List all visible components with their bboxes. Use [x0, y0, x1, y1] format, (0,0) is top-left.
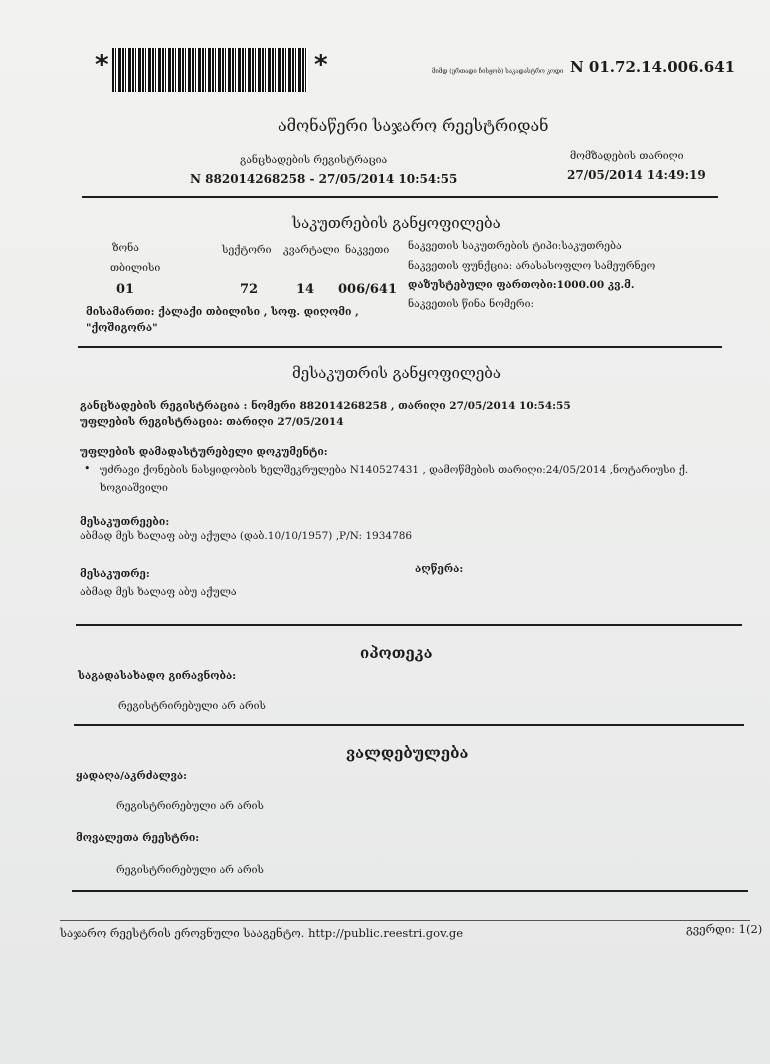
debtors-value: რეგისტრირებული არ არის — [116, 864, 264, 876]
owner-value: აბმად მეს ხალაფ აბუ აქულა — [80, 586, 237, 598]
property-section-title: საკუთრების განყოფილება — [292, 214, 501, 232]
doc-number: N 01.72.14.006.641 — [570, 58, 736, 76]
page-title: ამონაწერი საჯარო რეესტრიდან — [278, 116, 549, 135]
ownership-type: ნაკვეთის საკუთრების ტიპი:საკუთრება — [408, 240, 622, 252]
sector-value: 72 — [240, 282, 259, 297]
mortgage-subject-value: რეგისტრირებული არ არის — [118, 700, 266, 712]
documents-label: უფლების დამადასტურებელი დოკუმენტი: — [80, 446, 328, 458]
owners-value: აბმად მეს ხალაფ აბუ აქულა (დაბ.10/10/1957) ,P/N: 1934786 — [80, 530, 413, 542]
ban-label: ყადაღა/აკრძალვა: — [76, 770, 187, 782]
owner-label: მესაკუთრე: — [80, 568, 150, 580]
divider — [82, 196, 718, 198]
zone-name: თბილისი — [110, 262, 161, 274]
barcode-star-left: * — [95, 50, 109, 80]
application-label: განცხადების რეგისტრაცია — [240, 154, 388, 166]
parcel-value: 006/641 — [338, 282, 398, 297]
issue-date-label: მომზადების თარიღი — [570, 150, 684, 162]
address-line-2: "ქოშიგორა" — [86, 322, 158, 334]
right-registration: უფლების რეგისტრაცია: თარიღი 27/05/2014 — [80, 416, 344, 428]
bullet-icon: • — [84, 462, 91, 475]
parcel-function: ნაკვეთის ფუნქცია: არასასოფლო სამეურნეო — [408, 260, 656, 272]
divider — [72, 890, 748, 892]
application-value: N 882014268258 - 27/05/2014 10:54:55 — [190, 172, 458, 186]
divider — [74, 724, 744, 726]
page-number: გვერდი: 1(2) — [686, 922, 763, 936]
quarter-value: 14 — [296, 282, 315, 297]
zone-label: ზონა — [112, 242, 139, 254]
document-item: უძრავი ქონების ნასყიდობის ხელშეკრულება N140527431 , დამოწმების თარიღი:24/05/2014 ,ნოტარიუსი ქ. — [100, 464, 689, 476]
barcode — [112, 48, 308, 92]
doc-number-caption: მიმდ (ერთადი ჩისყობ) საკადასტრო კოდი — [432, 68, 564, 75]
quarter-label: კვარტალი — [283, 244, 340, 256]
address: მისამართი: ქალაქი თბილისი , სოფ. დიღომი , — [86, 306, 359, 318]
zone-value: 01 — [116, 282, 135, 297]
sector-label: სექტორი — [222, 244, 272, 256]
issue-date-value: 27/05/2014 14:49:19 — [567, 168, 706, 182]
description-label: აღწერა: — [415, 563, 464, 575]
ban-value: რეგისტრირებული არ არის — [116, 800, 264, 812]
liabilities-section-title: ვალდებულება — [346, 744, 469, 762]
parcel-label: ნაკვეთი — [345, 244, 390, 256]
footer-source: საჯარო რეესტრის ეროვნული სააგენტო. http://public.reestri.gov.ge — [60, 926, 464, 940]
footer-divider — [60, 920, 750, 921]
owner-registration: განცხადების რეგისტრაცია : ნომერი 882014268258 , თარიღი 27/05/2014 10:54:55 — [80, 400, 571, 412]
owners-label: მესაკუთრეები: — [80, 516, 170, 528]
document-item-line-2: ხოგიაშვილი — [100, 482, 168, 494]
debtors-label: მოვალეთა რეესტრი: — [76, 832, 200, 844]
previous-number: ნაკვეთის წინა ნომერი: — [408, 298, 534, 310]
parcel-area: დაზუსტებული ფართობი:1000.00 კვ.მ. — [408, 279, 635, 291]
mortgage-subject-label: საგადასახადო გირავნობა: — [78, 670, 237, 682]
owner-section-title: მესაკუთრის განყოფილება — [292, 364, 501, 382]
barcode-star-right: * — [314, 50, 328, 80]
mortgage-section-title: იპოთეკა — [360, 644, 433, 662]
divider — [76, 624, 742, 626]
divider — [78, 346, 722, 348]
